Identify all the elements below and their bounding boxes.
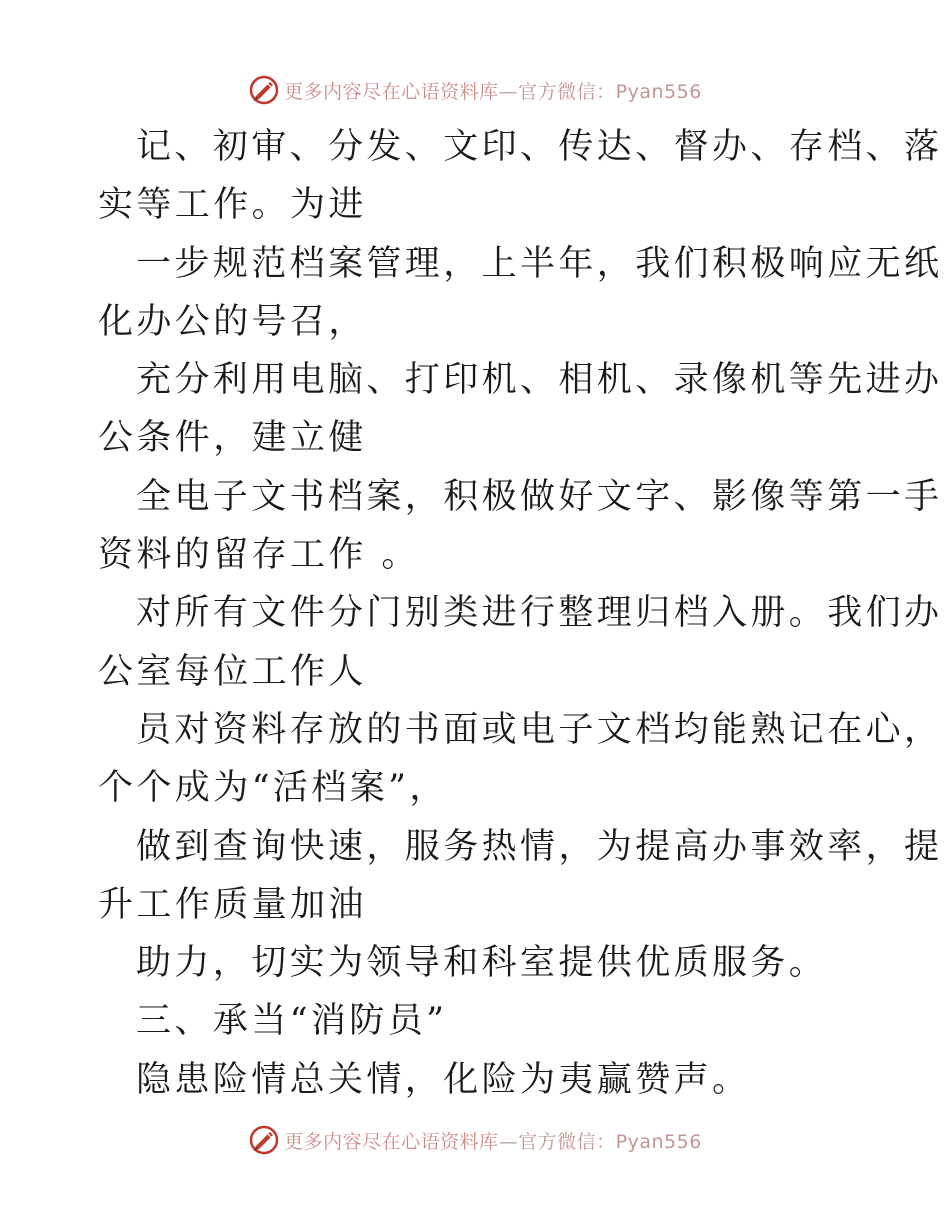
body-line: 记、初审、分发、文印、传达、督办、存档、落 [136,127,943,167]
body-line: 三、承当“消防员” [136,1001,448,1042]
footer-banner-text [284,1127,702,1154]
header-banner-sep: — [498,80,519,103]
logo-icon [248,74,280,106]
body-line: 公室每位工作人 [98,651,367,692]
header-banner-main: 更多内容尽在心语资料库 [284,80,499,103]
body-line: 员对资料存放的书面或电子文档均能熟记在心， [136,709,943,750]
logo-icon [248,1124,280,1156]
body-line: 充分利用电脑、打印机、相机、录像机等先进办 [136,360,943,401]
body-line: 助力，切实为领导和科室提供优质服务。 [136,943,828,984]
body-line: 公条件，建立健 [98,418,367,459]
footer-banner-wechat: 官方微信：Pyan556 [518,1130,702,1153]
body-line: 做到查询快速，服务热情，为提高办事效率，提 [136,826,943,867]
footer-banner-sep: — [498,1130,519,1153]
header-watermark [0,70,950,110]
body-line: 化办公的号召， [98,301,367,342]
header-banner [248,74,702,106]
document-body [98,118,943,1109]
footer-watermark [0,1120,950,1160]
footer-banner-main: 更多内容尽在心语资料库 [284,1130,499,1153]
footer-banner [248,1124,702,1156]
body-line: 升工作质量加油 [98,884,367,925]
body-line: 隐患险情总关情，化险为夷赢赞声。 [136,1059,751,1100]
body-line: 实等工作。为进 [98,185,367,226]
body-line: 全电子文书档案，积极做好文字、影像等第一手 [136,476,943,517]
body-line: 个个成为“活档案”， [98,768,448,809]
body-line: 对所有文件分门别类进行整理归档入册。我们办 [136,593,943,634]
body-line: 一步规范档案管理，上半年，我们积极响应无纸 [136,243,943,284]
header-banner-wechat: 官方微信：Pyan556 [518,80,702,103]
body-line: 资料的留存工作 。 [98,535,420,576]
header-banner-text [284,77,702,104]
